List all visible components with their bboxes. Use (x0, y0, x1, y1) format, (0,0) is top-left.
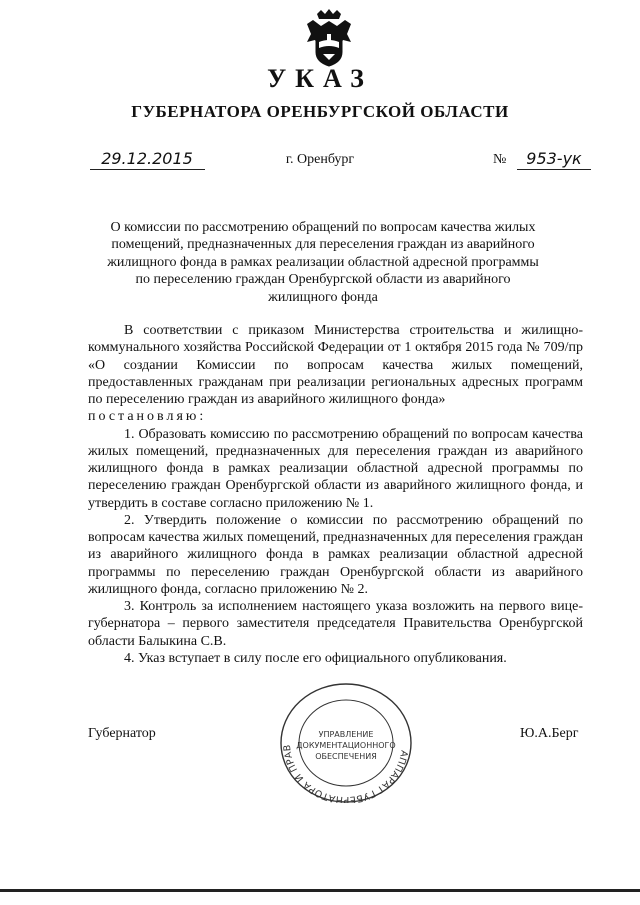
list-item: 4. Указ вступает в силу после его официального опубликования. (124, 650, 507, 666)
number-underline (517, 169, 591, 170)
signatory-name: Ю.А.Берг (520, 726, 579, 741)
issuer-heading: ГУБЕРНАТОРА ОРЕНБУРГСКОЙ ОБЛАСТИ (131, 102, 509, 121)
document-city: г. Оренбург (285, 152, 355, 167)
document-date: 29.12.2015 (101, 149, 193, 168)
document-number: 953-ук (526, 149, 582, 168)
list-item: 2. Утвердить положение о комиссии по рассмотрению обращений по вопросам качества жилых помещений, предназначенных для переселения граждан из аварийного жилищного фонда в рамках реализации областной адресной программы по переселению граждан Оренбургской области из аварийного жилищного фонда, согласно приложению № 2. (88, 512, 583, 597)
stamp-ring-text: АППАРАТ ГУБЕРНАТОРА И ПРАВ (281, 743, 410, 803)
stamp-line: ОБЕСПЕЧЕНИЯ (315, 752, 377, 761)
official-stamp (278, 683, 414, 803)
list-item: 3. Контроль за исполнением настоящего указа возложить на первого вице-губернатора – первого заместителя председателя Правительства Оренбургской области Балыкина С.В. (88, 599, 583, 649)
resolve-word: постановляю: (88, 409, 207, 425)
stamp-line: ДОКУМЕНТАЦИОННОГО (296, 741, 396, 750)
preamble-paragraph: В соответствии с приказом Министерства строительства и жилищно-коммунального хозяйства Российской Федерации от 1 октября 2015 года № 709/пр «О создании Комиссии по вопросам качества жилых помещений, предоставленных гражданам при реализации региональных адресных программ по переселению граждан из аварийного жилищного фонда» (88, 323, 583, 407)
date-underline (90, 169, 205, 170)
document-body (88, 322, 583, 667)
signatory-position: Губернатор (88, 726, 156, 741)
number-label: № (493, 152, 507, 167)
orenburg-coat-of-arms-icon (301, 8, 357, 68)
document-title: О комиссии по рассмотрению обращений по вопросам качества жилых помещений, предназначенных для переселения граждан из аварийного жилищного фонда в рамках реализации областной адресной программы по переселению граждан Оренбургской области из аварийного жилищного фонда (107, 220, 539, 305)
list-item: 1. Образовать комиссию по рассмотрению обращений по вопросам качества жилых помещений, предназначенных для переселения граждан из аварийного жилищного фонда в рамках реализации областной адресной программы по переселению граждан Оренбургской области из аварийного жилищного фонда, и утвердить в составе согласно приложению № 1. (88, 426, 583, 511)
document-type-heading: УКАЗ (267, 64, 373, 93)
stamp-line: УПРАВЛЕНИЕ (318, 730, 374, 739)
bottom-border (0, 889, 640, 892)
